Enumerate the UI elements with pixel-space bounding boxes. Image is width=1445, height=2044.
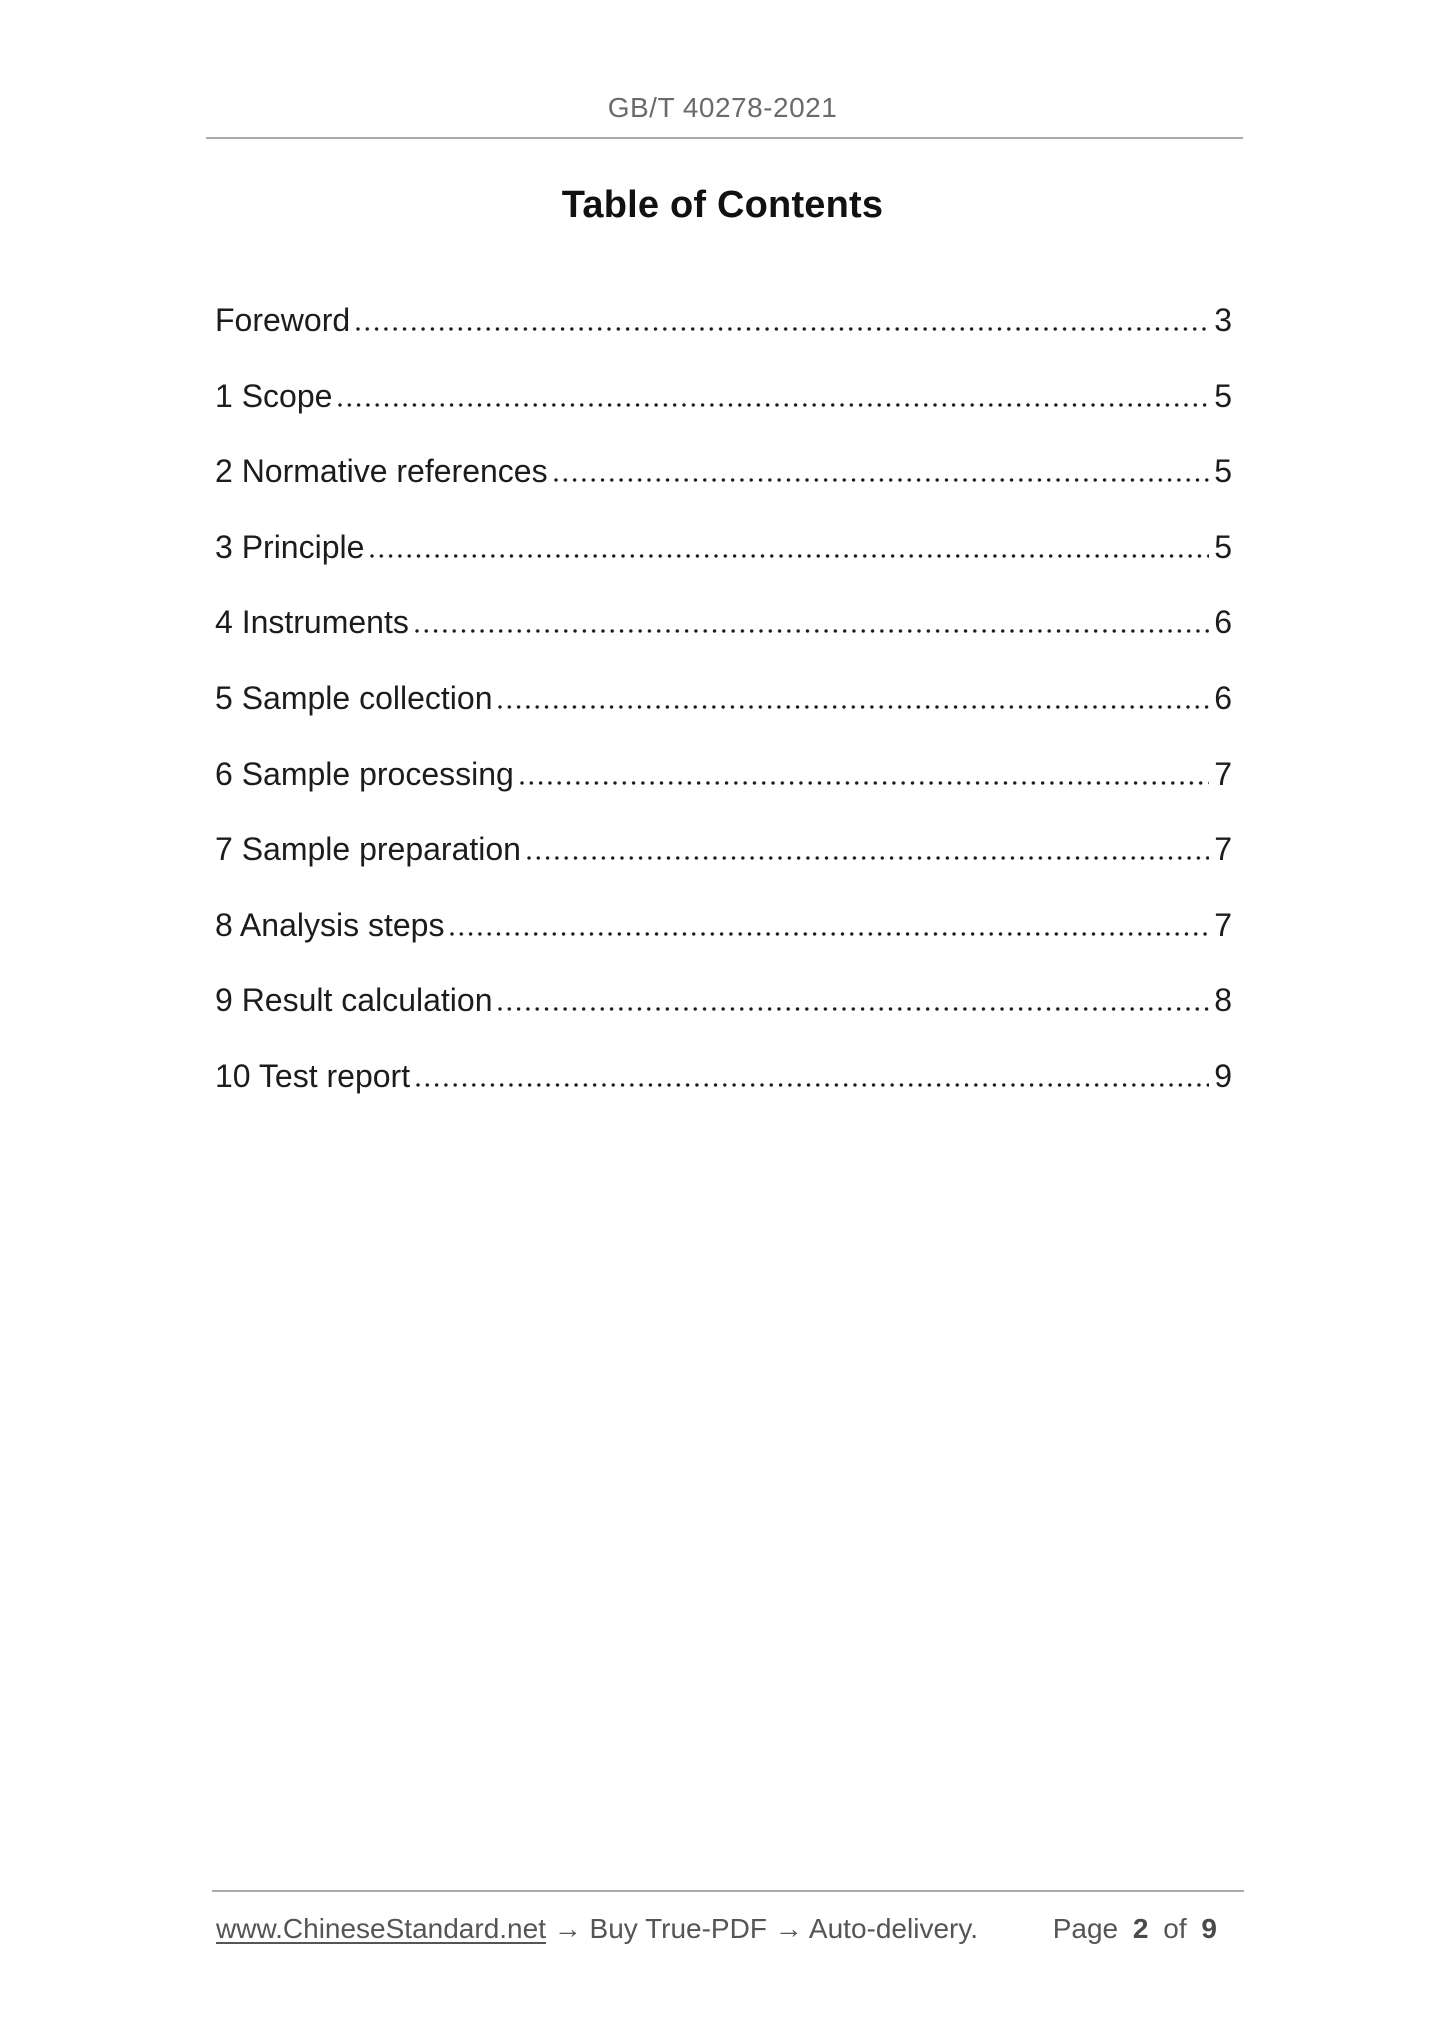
page-indicator [1053,1912,1217,1946]
dot-leader [415,629,1209,633]
dot-leader [356,327,1209,331]
toc-entry-label: 6 Sample processing [215,755,514,792]
toc-entry-label: 5 Sample collection [215,679,493,716]
toc-entry [215,510,1232,586]
toc-entry-label: 4 Instruments [215,604,409,641]
toc-entry [215,963,1232,1039]
toc-entry-label: 10 Test report [215,1057,411,1094]
page-label: Page [1052,1913,1119,1944]
toc-entry [215,585,1232,661]
current-page-number: 2 [1132,1913,1149,1944]
table-of-contents [215,283,1232,1115]
dot-leader [527,856,1209,860]
header-divider [206,137,1243,139]
dot-leader [450,932,1209,936]
toc-entry [215,283,1232,359]
dot-leader [370,554,1209,558]
dot-leader [416,1083,1209,1087]
toc-entry [215,737,1232,813]
toc-entry [215,661,1232,737]
toc-entry-page-number: 7 [1214,906,1232,943]
toc-entry-page-number: 5 [1214,377,1232,414]
page-title: Table of Contents [561,184,884,226]
toc-entry-label: 8 Analysis steps [215,906,445,943]
toc-entry [215,359,1232,435]
toc-entry-page-number: 9 [1214,1057,1232,1094]
dot-leader [520,781,1209,785]
of-label: of [1163,1913,1187,1944]
toc-entry-label: 3 Principle [215,528,365,565]
toc-entry-page-number: 7 [1214,831,1232,868]
toc-entry-page-number: 8 [1214,982,1232,1019]
toc-entry-label: 9 Result calculation [215,982,493,1019]
chinesestandard-link[interactable]: www.ChineseStandard.net [216,1913,546,1944]
footer-divider [212,1890,1244,1892]
toc-entry-page-number: 7 [1214,755,1232,792]
footer-left [216,1912,978,1946]
footer-tagline: → Buy True-PDF → Auto-delivery. [545,1913,979,1944]
dot-leader [498,1007,1209,1011]
toc-entry-label: 1 Scope [215,377,333,414]
toc-entry [215,812,1232,888]
toc-entry [215,888,1232,964]
toc-entry [215,1039,1232,1115]
dot-leader [498,705,1209,709]
toc-entry-label: Foreword [215,302,351,338]
toc-entry-label: 7 Sample preparation [215,831,521,868]
toc-entry-page-number: 5 [1214,453,1232,490]
toc-entry-page-number: 6 [1214,679,1232,716]
toc-entry [215,434,1232,510]
toc-entry-page-number: 3 [1214,302,1232,338]
dot-leader [554,478,1210,482]
document-number: GB/T 40278-2021 [607,92,838,123]
toc-entry-label: 2 Normative references [215,453,548,490]
toc-entry-page-number: 5 [1214,528,1232,565]
dot-leader [338,403,1209,407]
toc-entry-page-number: 6 [1214,604,1232,641]
total-page-number: 9 [1201,1913,1217,1944]
